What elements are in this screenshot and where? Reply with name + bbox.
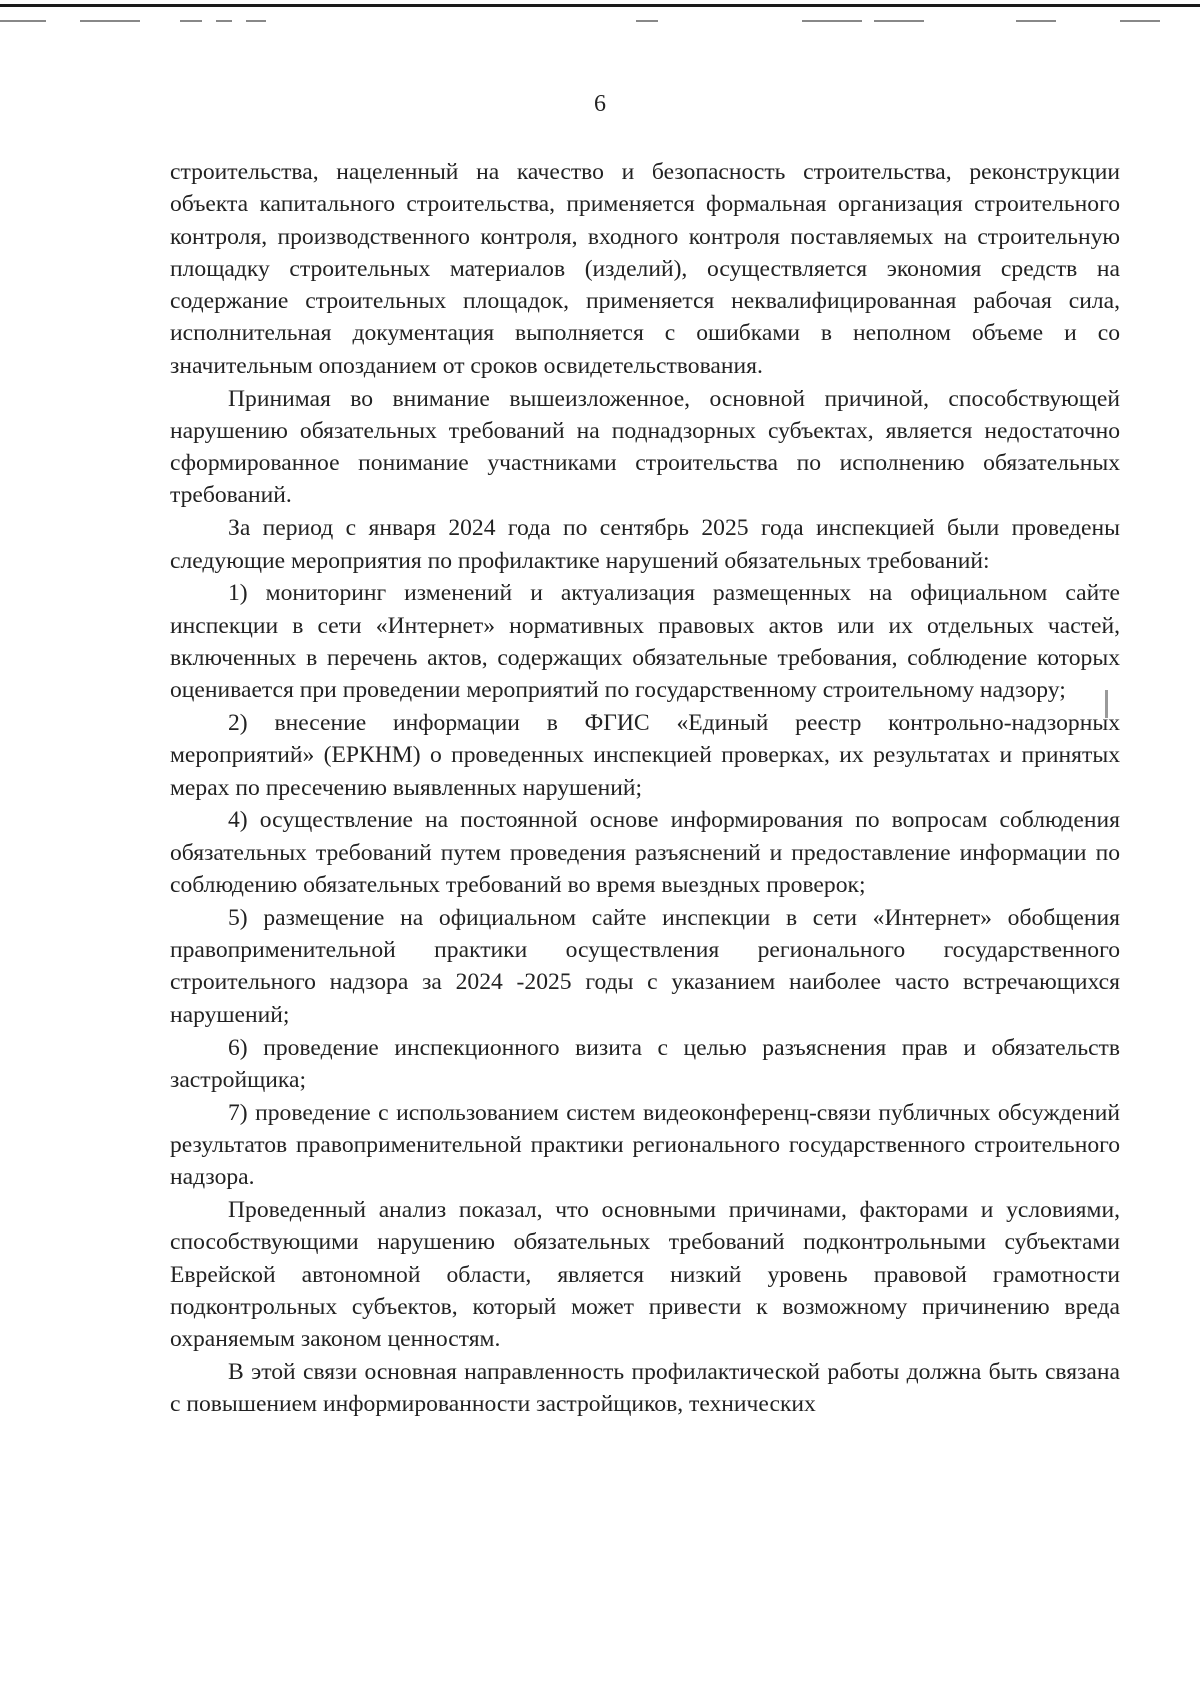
paragraph-prevention-intro: За период с января 2024 года по сентябрь 2025 года инспекцией были проведены следующие мероприятия по профилактике нарушений обязательных требований: xyxy=(170,515,1120,574)
paragraph-main-cause: Принимая во внимание вышеизложенное, основной причиной, способствующей нарушению обязательных требований на поднадзорных субъектах, является недостаточно сформированное понимание участниками строительства по исполнению обязательных требований. xyxy=(170,385,1120,509)
list-item-2: 2) внесение информации в ФГИС «Единый реестр контрольно-надзорных мероприятий» (ЕРКНМ) о проведенных инспекцией проверках, их результатах и принятых мерах по пресечению выявленных нарушений; xyxy=(170,710,1120,801)
scan-top-edge-line xyxy=(0,4,1200,7)
list-item-7: 7) проведение с использованием систем видеоконференц-связи публичных обсуждений результатов правоприменительной практики регионального государственного строительного надзора. xyxy=(170,1099,1120,1191)
scan-artifact-dashes xyxy=(0,20,1200,24)
paragraph-conclusion: В этой связи основная направленность профилактической работы должна быть связана с повышением информированности застройщиков, технических xyxy=(170,1358,1120,1418)
list-item-1: 1) мониторинг изменений и актуализация размещенных на официальном сайте инспекции в сети «Интернет» нормативных правовых актов или их отдельных частей, включенных в перечень актов, содержащих обязательные требования, соблюдение которых оценивается при проведении мероприятий по государственному строительному надзору; xyxy=(170,580,1120,704)
document-body xyxy=(170,156,1120,1421)
paragraph-analysis: Проведенный анализ показал, что основными причинами, факторами и условиями, способствующими нарушению обязательных требований подконтрольными субъектами Еврейской автономной области, является низкий уровень правовой грамотности подконтрольных субъектов, который может привести к возможному причинению вреда охраняемым законом ценностям. xyxy=(170,1197,1120,1353)
page-number: 6 xyxy=(594,91,606,117)
list-item-6: 6) проведение инспекционного визита с целью разъяснения прав и обязательств застройщика; xyxy=(170,1034,1120,1093)
paragraph-continuation: строительства, нацеленный на качество и безопасность строительства, реконструкции объекта капитального строительства, применяется формальная организация строительного контроля, производственного контроля, входного контроля поставляемых на строительную площадку строительных материалов (изделий), осуществляется экономия средств на содержание строительных площадок, применяется неквалифицированная рабочая сила, исполнительная документация выполняется с ошибками в неполном объеме и со значительным опозданием от сроков освидетельствования. xyxy=(170,159,1120,379)
list-item-4: 4) осуществление на постоянной основе информирования по вопросам соблюдения обязательных требований путем проведения разъяснений и предоставление информации по соблюдению обязательных требований во время выездных проверок; xyxy=(170,807,1120,899)
list-item-5: 5) размещение на официальном сайте инспекции в сети «Интернет» обобщения правоприменительной практики осуществления регионального государственного строительного надзора за 2024 -2025 годы с указанием наиболее часто встречающихся нарушений; xyxy=(170,904,1120,1028)
